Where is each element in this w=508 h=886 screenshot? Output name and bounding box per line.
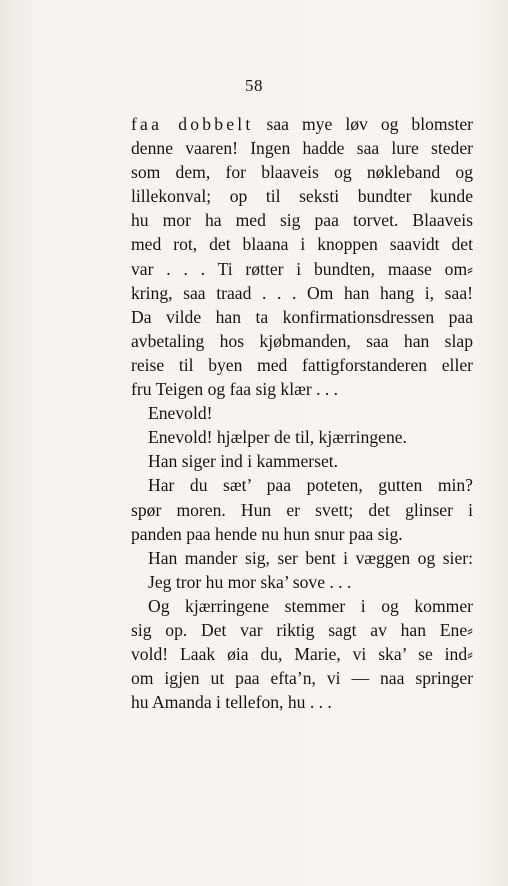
- text-line: vold! Laak øia du, Marie, vi ska’ se ind⸗: [131, 644, 473, 665]
- body-text: [131, 112, 473, 714]
- text-line: fru Teigen og faa sig klær . . .: [131, 379, 339, 400]
- text-line: avbetaling hos kjøbmanden, saa han slap: [131, 330, 473, 351]
- text-line: Og kjærringene stemmer i og kommer: [148, 595, 473, 616]
- text-line: [131, 112, 473, 136]
- text-line: hu Amanda i tellefon, hu . . .: [131, 692, 332, 713]
- text-line: denne vaaren! Ingen hadde saa lure steder: [131, 138, 473, 159]
- text-line: hu mor ha med sig paa torvet. Blaaveis: [131, 210, 473, 231]
- text-line: Enevold! hjælper de til, kjærringene.: [148, 427, 407, 448]
- text-line: lillekonval; op til seksti bundter kunde: [131, 186, 473, 207]
- text-line: sig op. Det var riktig sagt av han Ene⸗: [131, 619, 473, 640]
- text-line: om igjen ut paa efta’n, vi — naa springer: [131, 668, 473, 689]
- text-line: Han mander sig, ser bent i væggen og sier:: [148, 547, 473, 568]
- text-line: Har du sæt’ paa poteten, gutten min?: [148, 475, 473, 496]
- text-line: panden paa hende nu hun snur paa sig.: [131, 523, 403, 544]
- text-line: Jeg tror hu mor ska’ sove . . .: [148, 571, 352, 592]
- text-line: kring, saa traad . . . Om han hang i, saa!: [131, 282, 473, 303]
- text-line-content: saa mye løv og blomster: [266, 114, 473, 134]
- text-line: Enevold!: [148, 403, 213, 424]
- text-line: med rot, det blaana i knoppen saavidt det: [131, 234, 473, 255]
- text-line: spør moren. Hun er svett; det glinser i: [131, 499, 473, 520]
- text-line: Han siger ind i kammerset.: [148, 451, 339, 472]
- emphasized-word: faa dobbelt: [131, 114, 254, 134]
- text-line: var . . . Ti røtter i bundten, maase om⸗: [131, 258, 473, 279]
- page-number: 58: [245, 76, 263, 95]
- text-line: reise til byen med fattigforstanderen eller: [131, 354, 473, 375]
- text-line: Da vilde han ta konfirmationsdressen paa: [131, 306, 473, 327]
- text-line: som dem, for blaaveis og nøkleband og: [131, 162, 473, 183]
